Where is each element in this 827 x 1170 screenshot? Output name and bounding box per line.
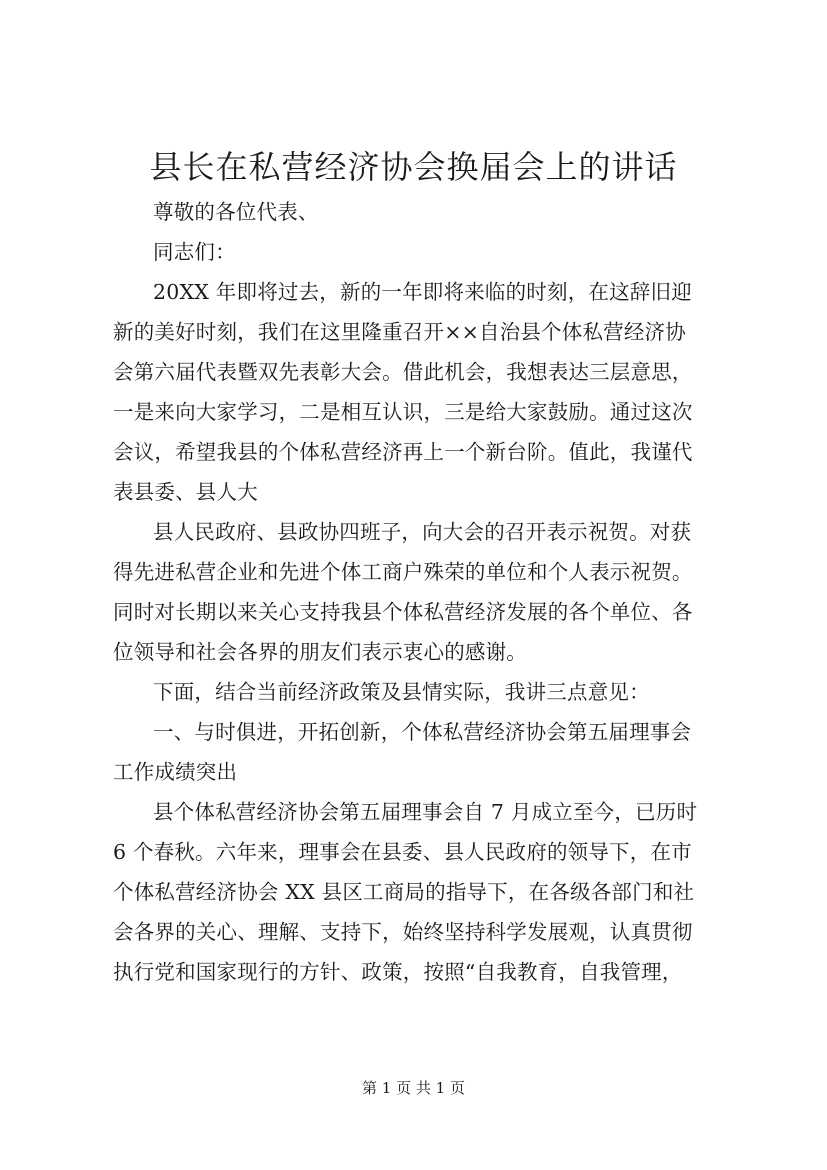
text-line: 尊敬的各位代表、 (153, 200, 319, 224)
page-footer: 第 1 页 共 1 页 (362, 1079, 465, 1097)
text-line: 得先进私营企业和先进个体工商户殊荣的单位和个人表示祝贺。 (113, 560, 693, 584)
text-line: 会第六届代表暨双先表彰大会。借此机会，我想表达三层意思， (113, 360, 693, 384)
text-line: 县人民政府、县政协四班子，向大会的召开表示祝贺。对获 (153, 520, 692, 544)
text-line: 新的美好时刻，我们在这里隆重召开××自治县个体私营经济协 (113, 320, 686, 344)
text-line: 一、与时俱进，开拓创新，个体私营经济协会第五届理事会 (153, 720, 692, 744)
text-line: 20XX 年即将过去，新的一年即将来临的时刻，在这辞旧迎 (153, 280, 692, 304)
text-line: 表县委、县人大 (113, 480, 258, 504)
text-line: 执行党和国家现行的方针、政策，按照“自我教育，自我管理， (113, 960, 683, 984)
text-line: 同时对长期以来关心支持我县个体私营经济发展的各个单位、各 (113, 600, 693, 624)
text-line: 县个体私营经济协会第五届理事会自 7 月成立至今，已历时 (153, 800, 698, 824)
text-line: 一是来向大家学习，二是相互认识，三是给大家鼓励。通过这次 (113, 400, 693, 424)
document-title: 县长在私营经济协会换届会上的讲话 (149, 148, 678, 186)
text-line: 会各界的关心、理解、支持下，始终坚持科学发展观，认真贯彻 (113, 920, 693, 944)
text-line: 下面，结合当前经济政策及县情实际，我讲三点意见： (153, 680, 650, 704)
text-line: 个体私营经济协会 XX 县区工商局的指导下，在各级各部门和社 (113, 880, 695, 904)
text-line: 同志们： (153, 240, 236, 264)
document-body (113, 192, 741, 992)
text-line: 位领导和社会各界的朋友们表示衷心的感谢。 (113, 640, 527, 664)
text-line: 会议，希望我县的个体私营经济再上一个新台阶。值此，我谨代 (113, 440, 693, 464)
text-line: 6 个春秋。六年来，理事会在县委、县人民政府的领导下，在市 (113, 840, 692, 864)
text-line: 工作成绩突出 (113, 760, 238, 784)
